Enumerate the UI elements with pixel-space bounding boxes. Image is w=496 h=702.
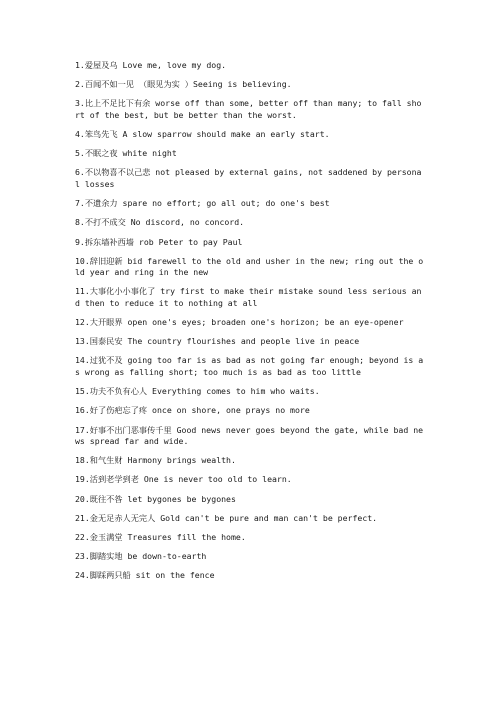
list-item: 21.金无足赤人无完人 Gold can't be pure and man can't be perfect. — [75, 512, 378, 523]
list-item: 19.活到老学到老 One is never too old to learn. — [75, 474, 292, 485]
list-item: 24.脚踩两只船 sit on the fence — [75, 570, 215, 581]
list-item: 14.过犹不及 going too far is as bad as not going far enough; beyond is as wrong as falling short; too much is as bad as too little — [75, 355, 424, 377]
list-item: 23.脚踏实地 be down-to-earth — [75, 551, 207, 562]
list-item: 10.辞旧迎新 bid farewell to the old and usher in the new; ring out the old year and ring in the new — [75, 255, 424, 278]
list-item: 6.不以物喜不以己悲 not pleased by external gains, not saddened by personal losses — [75, 167, 422, 189]
list-item: 3.比上不足比下有余 worse off than some, better off than many; to fall short of the best, but be better than the worst. — [75, 98, 422, 120]
list-item: 13.国泰民安 The country flourishes and people live in peace — [75, 336, 360, 347]
list-item: 11.大事化小小事化了 try first to make their mistake sound less serious and then to reduce it to nothing at all — [75, 286, 422, 308]
list-item: 15.功夫不负有心人 Everything comes to him who waits. — [75, 386, 320, 397]
list-item: 22.金玉满堂 Treasures fill the home. — [75, 531, 246, 542]
list-item: 4.笨鸟先飞 A slow sparrow should make an early start. — [75, 129, 330, 140]
list-item: 16.好了伤疤忘了疼 once on shore, one prays no more — [75, 405, 310, 416]
list-item: 17.好事不出门恶事传千里 Good news never goes beyond the gate, while bad news spread far and wide. — [75, 424, 424, 446]
list-item: 18.和气生财 Harmony brings wealth. — [75, 455, 236, 466]
list-item: 2.百闻不如一见 （眼见为实 ）Seeing is believing. — [75, 79, 292, 90]
list-item: 1.爱屋及乌 Love me, love my dog. — [75, 60, 227, 70]
list-item: 7.不遗余力 spare no effort; go all out; do one's best — [75, 198, 330, 209]
phrase-list — [75, 60, 425, 590]
list-item: 20.既往不咎 let bygones be bygones — [75, 493, 236, 504]
list-item: 8.不打不成交 No discord, no concord. — [75, 217, 245, 228]
list-item: 5.不眠之夜 white night — [75, 148, 177, 159]
list-item: 9.拆东墙补西墙 rob Peter to pay Paul — [75, 236, 243, 247]
list-item: 12.大开眼界 open one's eyes; broaden one's horizon; be an eye-opener — [75, 317, 404, 328]
